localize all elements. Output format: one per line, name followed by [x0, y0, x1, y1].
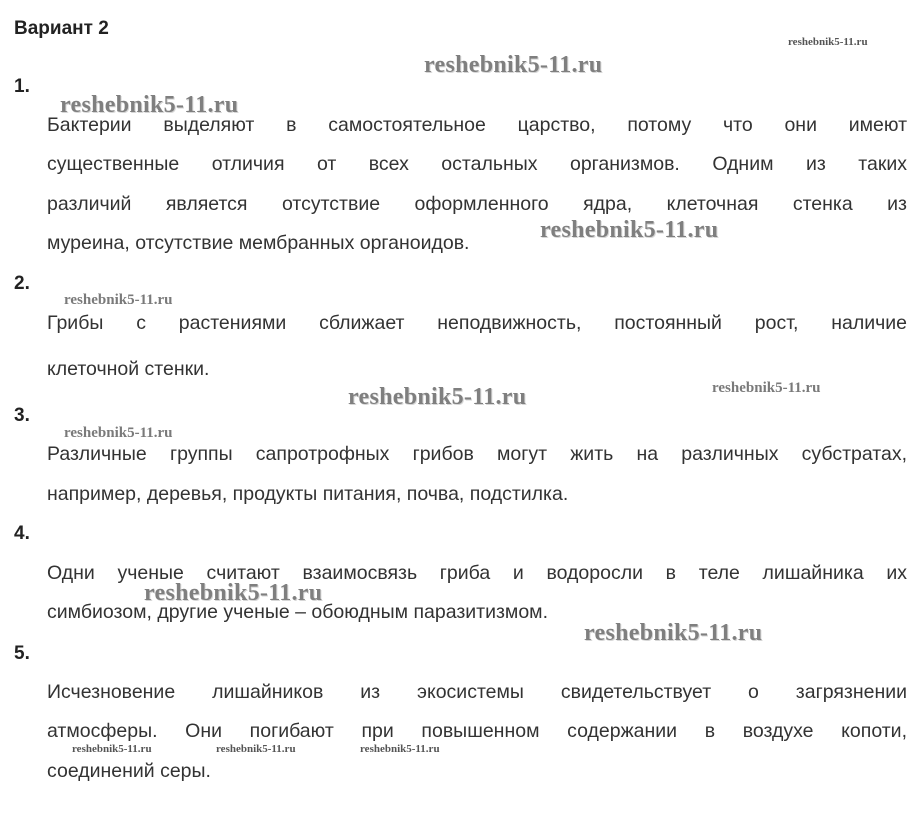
- watermark: reshebnik5-11.ru: [360, 743, 440, 755]
- answer-3-line-2: например, деревья, продукты питания, почва, подстилка.: [47, 483, 569, 505]
- watermark: reshebnik5-11.ru: [348, 384, 527, 410]
- watermark: reshebnik5-11.ru: [64, 425, 173, 441]
- watermark: reshebnik5-11.ru: [712, 380, 821, 396]
- answer-1-line-4: муреина, отсутствие мембранных органоидов.: [47, 232, 470, 254]
- question-number-5: 5.: [14, 643, 30, 664]
- watermark: reshebnik5-11.ru: [72, 743, 152, 755]
- watermark: reshebnik5-11.ru: [584, 620, 763, 646]
- answer-5-line-1: Исчезновение лишайников из экосистемы свидетельствует о загрязнении: [47, 681, 907, 703]
- watermark: reshebnik5-11.ru: [424, 52, 603, 78]
- answer-1-line-3: различий является отсутствие оформленного ядра, клеточная стенка из: [47, 193, 907, 215]
- answer-4-line-1: Одни ученые считают взаимосвязь гриба и водоросли в теле лишайника их: [47, 562, 907, 584]
- answer-3-line-1: Различные группы сапротрофных грибов могут жить на различных субстратах,: [47, 443, 907, 465]
- question-number-2: 2.: [14, 273, 30, 294]
- watermark: reshebnik5-11.ru: [540, 217, 719, 243]
- watermark: reshebnik5-11.ru: [788, 36, 868, 48]
- watermark: reshebnik5-11.ru: [144, 580, 323, 606]
- answer-5-line-3: соединений серы.: [47, 760, 211, 782]
- page-title: Вариант 2: [14, 18, 109, 39]
- watermark: reshebnik5-11.ru: [60, 92, 239, 118]
- watermark: reshebnik5-11.ru: [64, 292, 173, 308]
- question-number-3: 3.: [14, 405, 30, 426]
- question-number-1: 1.: [14, 76, 30, 97]
- answer-2-line-1: Грибы с растениями сближает неподвижность, постоянный рост, наличие: [47, 312, 907, 334]
- watermark: reshebnik5-11.ru: [216, 743, 296, 755]
- question-number-4: 4.: [14, 523, 30, 544]
- answer-5-line-2: атмосферы. Они погибают при повышенном содержании в воздухе копоти,: [47, 720, 907, 742]
- answer-4-line-2: симбиозом, другие ученые – обоюдным паразитизмом.: [47, 601, 549, 623]
- answer-1-line-2: существенные отличия от всех остальных организмов. Одним из таких: [47, 153, 907, 175]
- answer-2-line-2: клеточной стенки.: [47, 358, 210, 380]
- answer-1-line-1: Бактерии выделяют в самостоятельное царство, потому что они имеют: [47, 114, 907, 136]
